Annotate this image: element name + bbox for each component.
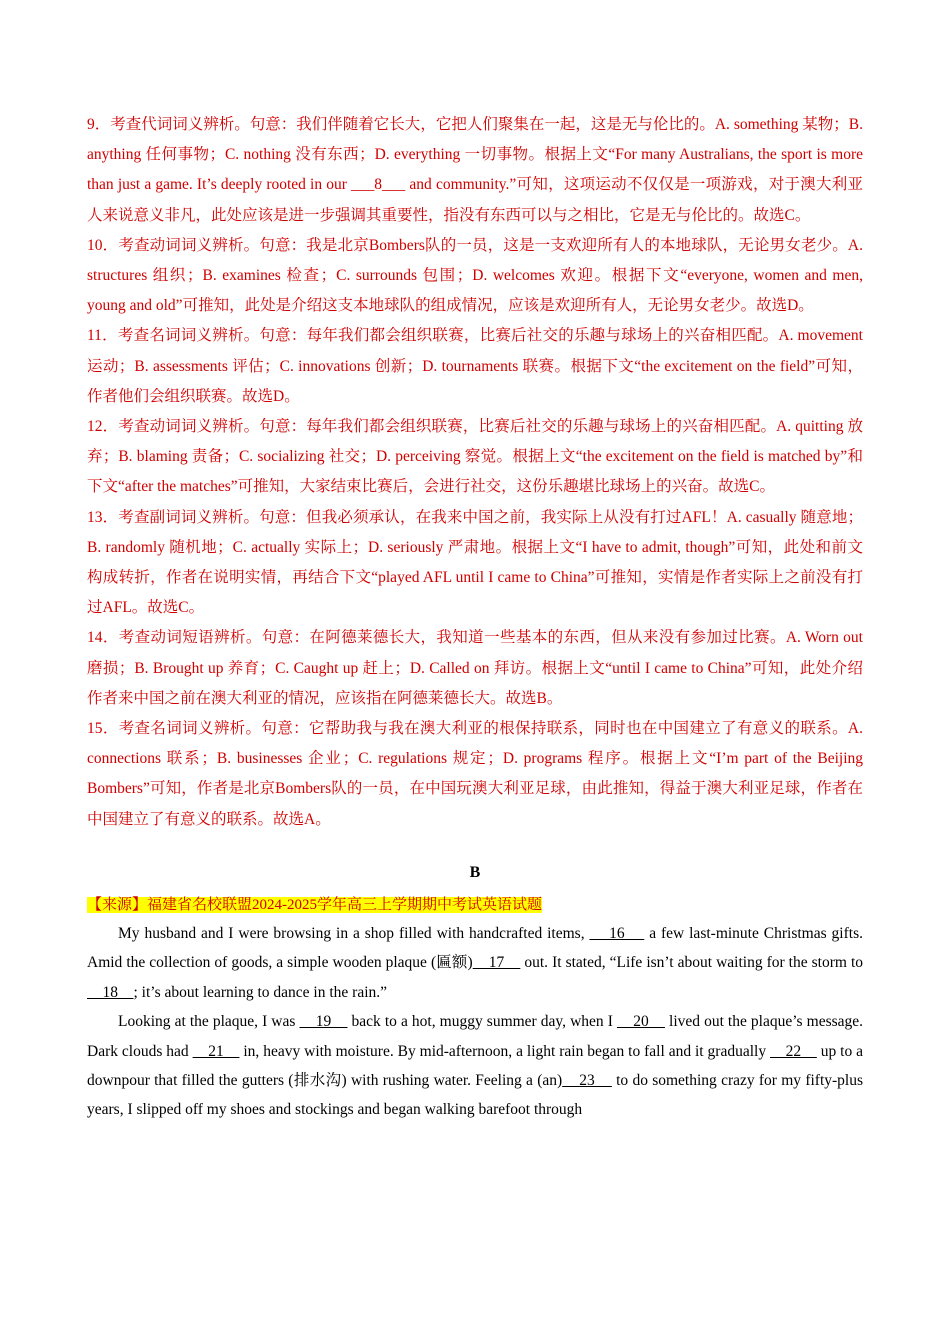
- answer-explanation-11: 11．考查名词词义辨析。句意：每年我们都会组织联赛，比赛后社交的乐趣与球场上的兴奋相匹配。A. movement 运动；B. assessments 评估；C. innovations 创新；D. tournaments 联赛。根据下文“the excitement on the field”可知，作者他们会组织联赛。故选D。: [87, 327, 863, 405]
- answer-explanation-15: 15．考查名词词义辨析。句意：它帮助我与我在澳大利亚的根保持联系，同时也在中国建立了有意义的联系。A. connections 联系；B. businesses 企业；C. regulations 规定；D. programs 程序。根据上文“I’m part of the Beijing Bombers”可知，作者是北京Bombers队的一员，在中国玩澳大利亚足球，由此推知，得益于澳大利亚足球，作者在中国建立了有意义的联系。故选A。: [87, 720, 863, 828]
- passage-text: a few last-minute Christmas gifts. Amid the collection of goods, a simple wooden plaque (匾额): [87, 924, 863, 972]
- answer-explanation-9: 9．考查代词词义辨析。句意：我们伴随着它长大，它把人们聚集在一起，这是无与伦比的。A. something 某物；B. anything 任何事物；C. nothing 没有东西；D. everything 一切事物。根据上文“For many Australians, the sport is more than just a game. It’s deeply rooted in our ___8___ and community.”可知，这项运动不仅仅是一项游戏，对于澳大利亚人来说意义非凡，此处应该是进一步强调其重要性，指没有东西可以与之相比，它是无与伦比的。故选C。: [87, 116, 863, 224]
- document-page: [87, 110, 863, 1125]
- passage-text: in, heavy with moisture. By mid-afternoon, a light rain began to fall and it gradually: [239, 1042, 770, 1060]
- passage-text: ; it’s about learning to dance in the rain.”: [133, 983, 388, 1001]
- answer-explanation-12: 12．考查动词词义辨析。句意：每年我们都会组织联赛，比赛后社交的乐趣与球场上的兴奋相匹配。A. quitting 放弃；B. blaming 责备；C. socializing 社交；D. perceiving 察觉。根据上文“the excitement on the field is matched by”和下文“after the matches”可推知，大家结束比赛后，会进行社交，这份乐趣堪比球场上的兴奋。故选C。: [87, 418, 863, 496]
- blank-19: 19: [299, 1013, 348, 1031]
- passage-paragraph-2: [87, 1007, 863, 1125]
- passage-text: back to a hot, muggy summer day, when I: [347, 1013, 617, 1031]
- answer-explanation-13: 13．考查副词词义辨析。句意：但我必须承认，在我来中国之前，我实际上从没有打过AFL！A. casually 随意地；B. randomly 随机地；C. actually 实际上；D. seriously 严肃地。根据上文“I have to admit, though”可知，此处和前文构成转折，作者在说明实情，再结合下文“played AFL until I came to China”可推知，实情是作者实际上之前没有打过AFL。故选C。: [87, 508, 863, 617]
- blank-20: 20: [616, 1013, 665, 1031]
- passage-text: lived out the plaque’s message. Dark clouds had: [87, 1013, 864, 1060]
- blank-17: 17: [472, 954, 521, 972]
- source-line: [87, 893, 863, 917]
- passage-paragraph-1: [87, 919, 863, 1007]
- passage-text: out. It stated, “Life isn’t about waiting for the storm to: [520, 954, 864, 972]
- source-highlight: 【来源】福建省名校联盟2024-2025学年高三上学期期中考试英语试题: [87, 896, 542, 913]
- blank-22: 22: [770, 1042, 817, 1060]
- section-heading: B: [469, 863, 481, 881]
- blank-18: 18: [87, 983, 134, 1001]
- answer-explanation-14: 14．考查动词短语辨析。句意：在阿德莱德长大，我知道一些基本的东西，但从来没有参加过比赛。A. Worn out 磨损；B. Brought up 养育；C. Caught up 赶上；D. Called on 拜访。根据上文“until I came to China”可知，此处介绍作者来中国之前在澳大利亚的情况，应该指在阿德莱德长大。故选B。: [87, 629, 863, 707]
- passage-text: Looking at the plaque, I was: [118, 1013, 300, 1031]
- blank-21: 21: [192, 1042, 240, 1060]
- blank-16: 16: [589, 924, 645, 942]
- passage-text: My husband and I were browsing in a shop filled with handcrafted items,: [118, 924, 590, 942]
- passage-text: up to a downpour that filled the gutters (排水沟) with rushing water. Feeling a (an): [87, 1042, 864, 1089]
- blank-23: 23: [562, 1071, 612, 1089]
- answer-explanation-10: 10．考查动词词义辨析。句意：我是北京Bombers队的一员，这是一支欢迎所有人的本地球队，无论男女老少。A. structures 组织；B. examines 检查；C. surrounds 包围；D. welcomes 欢迎。根据下文“everyone, women and men, young and old”可推知，此处是介绍这支本地球队的组成情况，应该是欢迎所有人，无论男女老少。故选D。: [87, 236, 863, 315]
- passage-text: to do something crazy for my fifty-plus years, I slipped off my shoes and stockings and began walking barefoot through: [87, 1071, 864, 1119]
